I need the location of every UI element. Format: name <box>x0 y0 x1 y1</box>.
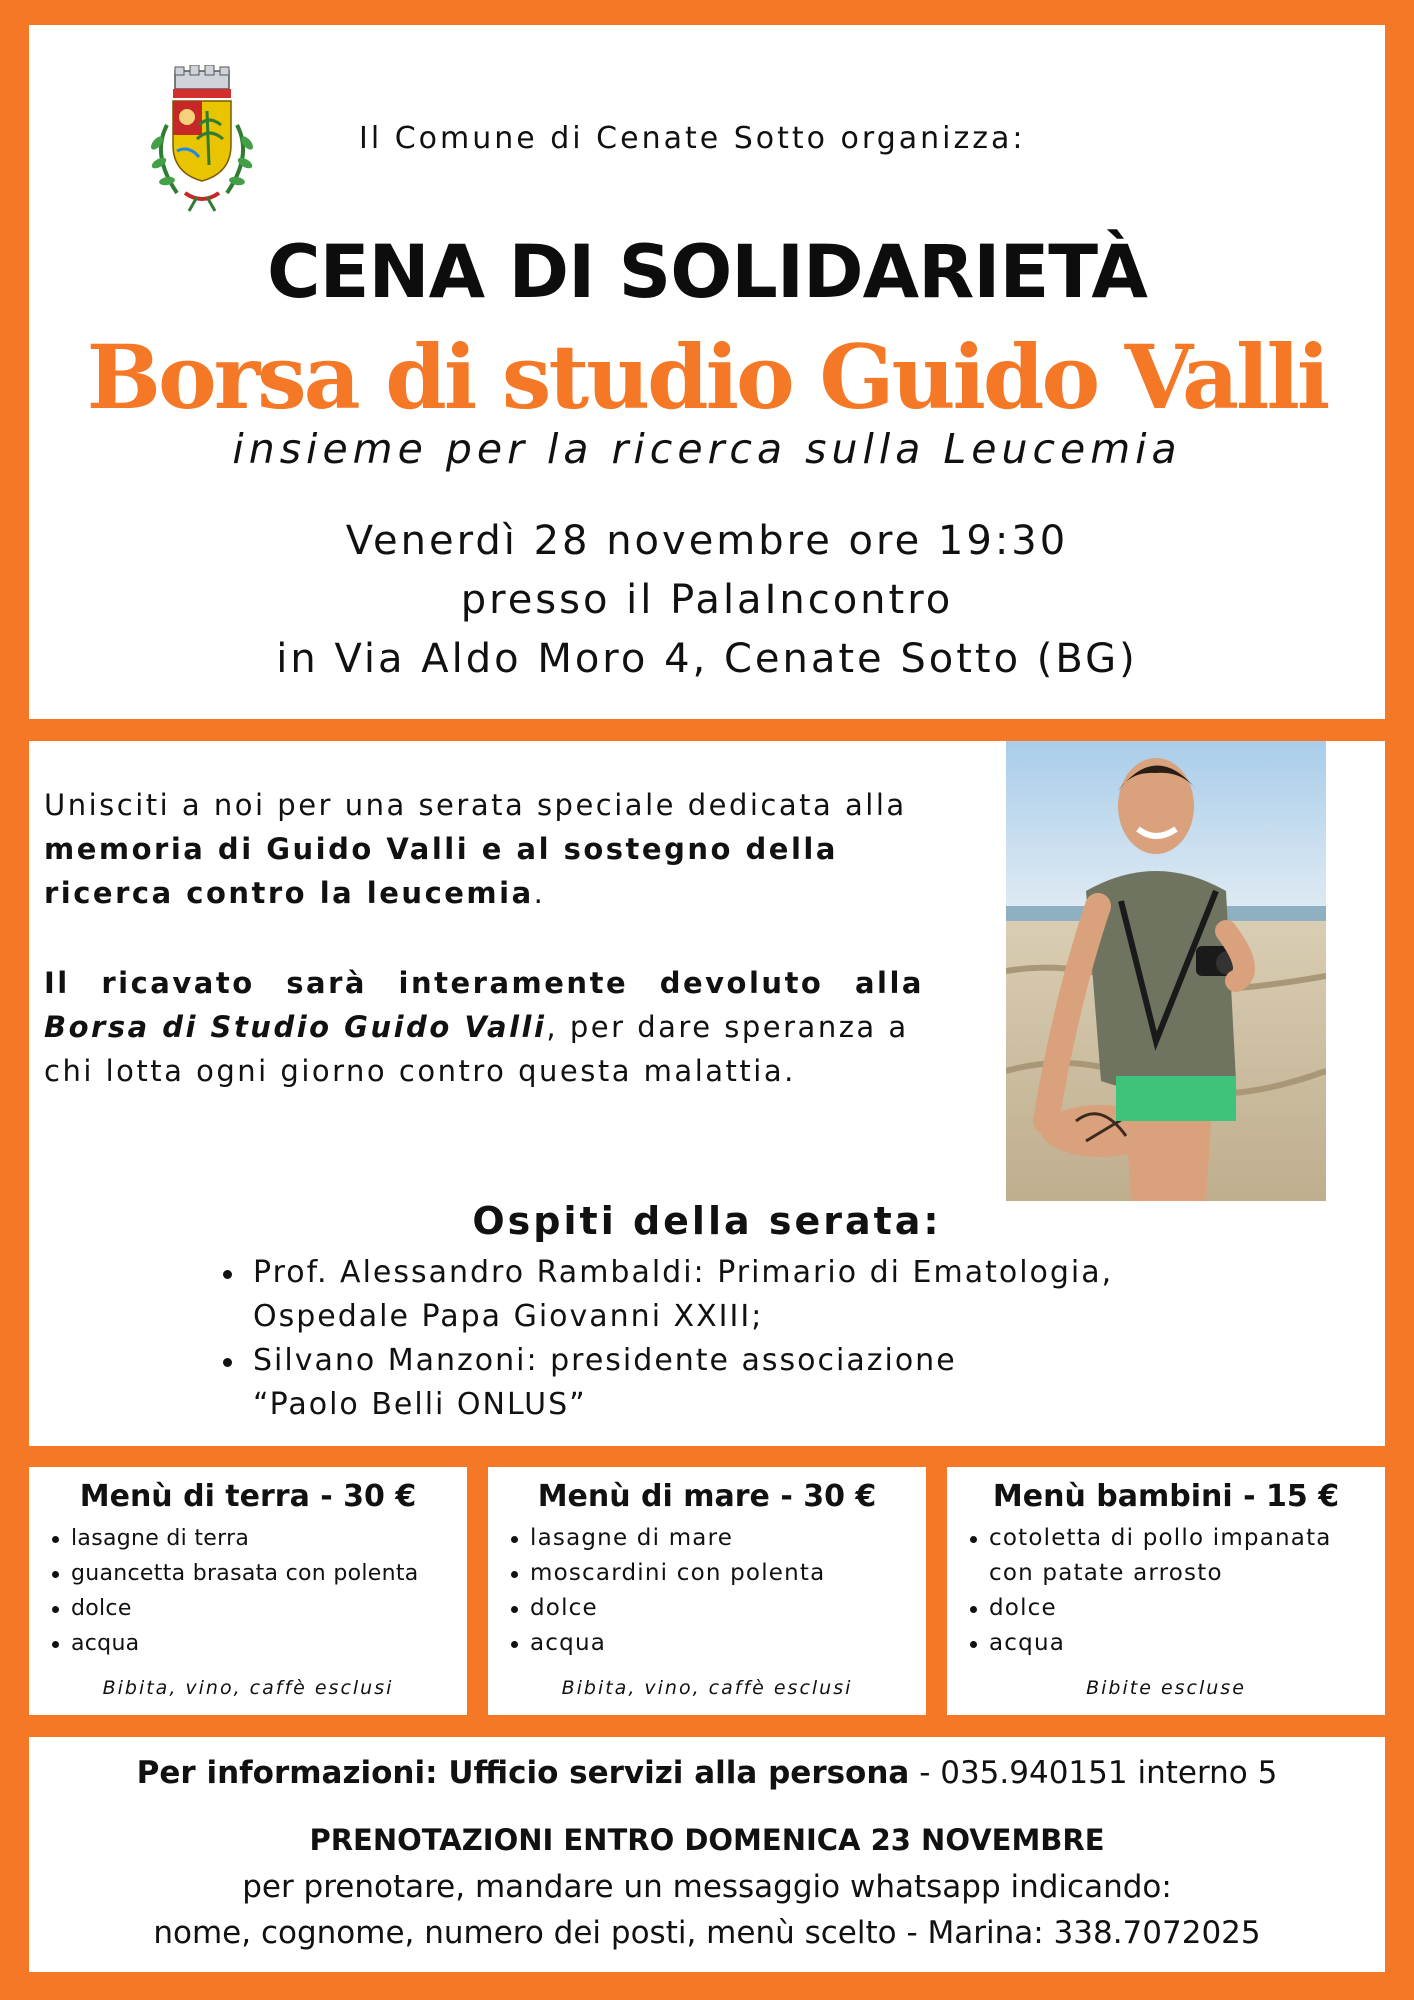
menu-item: moscardini con polenta <box>508 1556 918 1591</box>
event-tagline: insieme per la ricerca sulla Leucemia <box>232 425 1182 473</box>
guest-list <box>219 1251 1219 1427</box>
event-address: in Via Aldo Moro 4, Cenate Sotto (BG) <box>276 636 1138 682</box>
menu-title: Menù bambini - 15 € <box>992 1479 1340 1514</box>
menu-title: Menù di mare - 30 € <box>537 1479 877 1514</box>
proceeds-bold-line: Il ricavato sarà interamente devoluto alla <box>44 966 924 1000</box>
event-subtitle: Borsa di studio Guido Valli <box>86 325 1328 429</box>
intro-text: Unisciti a noi per una serata speciale dedicata alla <box>44 788 907 822</box>
organizer-text: Il Comune di Cenate Sotto organizza: <box>359 121 1026 156</box>
municipal-crest-icon <box>137 65 267 215</box>
event-place: presso il PalaIncontro <box>460 577 954 623</box>
scholarship-name: Borsa di Studio Guido Valli <box>44 1010 547 1044</box>
menu-card-mare <box>488 1467 926 1715</box>
menu-item: acqua <box>967 1626 1377 1661</box>
menu-item-list <box>967 1521 1377 1661</box>
booking-details: nome, cognome, numero dei posti, menù scelto - Marina: 338.7072025 <box>153 1915 1261 1951</box>
header-panel <box>29 25 1385 719</box>
guest-line: Ospedale Papa Giovanni XXIII; <box>253 1299 764 1334</box>
menu-title: Menù di terra - 30 € <box>79 1479 417 1514</box>
guests-title: Ospiti della serata: <box>472 1199 942 1243</box>
booking-instructions: per prenotare, mandare un messaggio whatsapp indicando: <box>242 1869 1172 1905</box>
menu-card-bambini <box>947 1467 1385 1715</box>
menu-item-list <box>49 1521 459 1661</box>
info-label: Per informazioni: Ufficio servizi alla persona <box>136 1755 910 1791</box>
guest-line: Prof. Alessandro Rambaldi: Primario di Ematologia, <box>253 1255 1114 1290</box>
menu-note: Bibite escluse <box>1086 1677 1246 1699</box>
event-title: CENA DI SOLIDARIETÀ <box>267 230 1147 315</box>
proceeds-text: , per dare speranza a chi lotta ogni giorno contro questa malattia. <box>44 1010 909 1088</box>
menu-item: lasagne di mare <box>508 1521 918 1556</box>
guest-item <box>219 1339 1219 1427</box>
guest-line: Silvano Manzoni: presidente associazione <box>253 1343 957 1378</box>
event-date: Venerdì 28 novembre ore 19:30 <box>345 518 1069 564</box>
intro-paragraph <box>44 783 924 915</box>
menu-card-terra <box>29 1467 467 1715</box>
menu-note: Bibita, vino, caffè esclusi <box>102 1677 394 1699</box>
menu-item: dolce <box>967 1591 1377 1626</box>
menu-item: dolce <box>49 1591 459 1626</box>
menu-item-list <box>508 1521 918 1661</box>
proceeds-paragraph <box>44 961 924 1093</box>
intro-bold-text: memoria di Guido Valli e al sostegno della ricerca contro la leucemia <box>44 832 838 910</box>
menu-item: acqua <box>508 1626 918 1661</box>
menu-item <box>967 1521 1377 1591</box>
menu-item: dolce <box>508 1591 918 1626</box>
menu-item: guancetta brasata con polenta <box>49 1556 459 1591</box>
content-panel <box>29 741 1385 1446</box>
guido-valli-photo <box>1006 741 1326 1201</box>
menu-item-line: cotoletta di pollo impanata <box>989 1525 1332 1551</box>
menu-item: acqua <box>49 1626 459 1661</box>
info-panel <box>29 1737 1385 1972</box>
guest-line: “Paolo Belli ONLUS” <box>253 1387 587 1422</box>
info-phone: - 035.940151 interno 5 <box>909 1755 1278 1791</box>
guest-item <box>219 1251 1219 1339</box>
booking-deadline: PRENOTAZIONI ENTRO DOMENICA 23 NOVEMBRE <box>309 1823 1105 1857</box>
intro-end: . <box>533 876 546 910</box>
menu-item-line: con patate arrosto <box>989 1560 1223 1586</box>
info-contact <box>29 1755 1385 1791</box>
menu-note: Bibita, vino, caffè esclusi <box>561 1677 853 1699</box>
menu-item: lasagne di terra <box>49 1521 459 1556</box>
